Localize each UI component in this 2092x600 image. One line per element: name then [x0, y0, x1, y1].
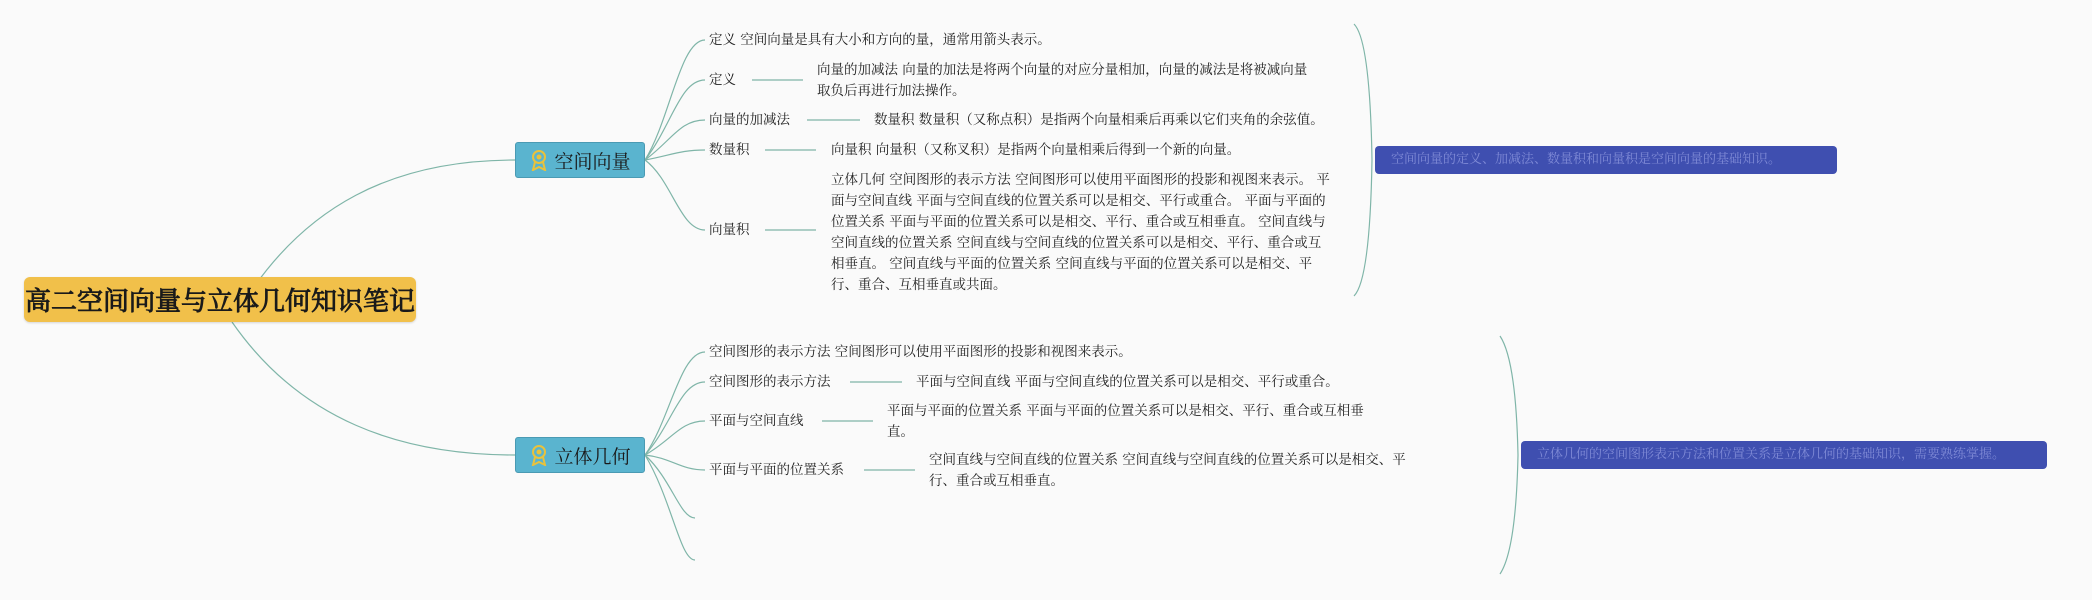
list-item-detail[interactable]: 空间直线与空间直线的位置关系 空间直线与空间直线的位置关系可以是相交、平行、重合或互相垂直。 [929, 452, 1406, 489]
list-item[interactable]: 空间图形的表示方法 [709, 374, 831, 390]
connector-b2-item-1 [645, 352, 705, 455]
connector-b1-item-5 [645, 160, 705, 230]
connector-root-branch-2 [232, 322, 515, 455]
summary-box[interactable]: 空间向量的定义、加减法、数量积和向量积是空间向量的基础知识。 [1375, 146, 1837, 174]
connector-b2-item-2 [645, 382, 705, 455]
list-item[interactable]: 平面与平面的位置关系 [709, 462, 844, 478]
connector-b1-item-1 [645, 40, 705, 160]
list-item[interactable]: 定义 [709, 72, 736, 88]
summary-box[interactable]: 立体几何的空间图形表示方法和位置关系是立体几何的基础知识，需要熟练掌握。 [1521, 441, 2047, 469]
connector-b2-item-3 [645, 421, 705, 455]
list-item-detail[interactable]: 向量积 向量积（又称叉积）是指两个向量相乘后得到一个新的向量。 [831, 142, 1241, 158]
list-item-detail[interactable]: 数量积 数量积（又称点积）是指两个向量相乘后再乘以它们夹角的余弦值。 [874, 112, 1324, 128]
connector-b2-item-4 [645, 455, 705, 470]
summary-bracket-2 [1500, 336, 1518, 574]
list-item[interactable]: 向量的加减法 [709, 112, 790, 128]
list-item[interactable]: 定义 空间向量是具有大小和方向的量，通常用箭头表示。 [709, 32, 1051, 48]
award-ribbon-icon [529, 444, 549, 466]
connector-b2-item-5 [645, 455, 695, 518]
list-item-detail[interactable]: 平面与空间直线 平面与空间直线的位置关系可以是相交、平行或重合。 [916, 374, 1339, 390]
summary-bracket-1 [1354, 24, 1372, 296]
connector-b1-item-4 [645, 150, 705, 160]
root-topic-title: 高二空间向量与立体几何知识笔记 [24, 287, 415, 317]
root-topic[interactable] [24, 277, 416, 322]
connector-b1-item-3 [645, 120, 705, 160]
connector-b1-item-2 [645, 80, 705, 160]
list-item[interactable]: 数量积 [709, 142, 750, 158]
branch-topic-solid-geometry[interactable] [515, 437, 645, 473]
list-item[interactable]: 空间图形的表示方法 空间图形可以使用平面图形的投影和视图来表示。 [709, 344, 1132, 360]
list-item[interactable]: 平面与空间直线 [709, 413, 804, 429]
list-item[interactable]: 向量积 [709, 222, 750, 238]
branch-topic-space-vector[interactable] [515, 142, 645, 178]
branch-title: 立体几何 [554, 445, 631, 468]
list-item-detail[interactable]: 向量的加减法 向量的加法是将两个向量的对应分量相加，向量的减法是将被减向量取负后再进行加法操作。 [817, 62, 1308, 99]
branch-title: 空间向量 [554, 150, 631, 173]
award-ribbon-icon [529, 149, 549, 171]
list-item-detail[interactable]: 立体几何 空间图形的表示方法 空间图形可以使用平面图形的投影和视图来表示。 平面与空间直线 平面与空间直线的位置关系可以是相交、平行或重合。 平面与平面的位置关系 平面与平面的位置关系可以是相交、平行、重合或互相垂直。 空间直线与空间直线的位置关系 空间直线与空间直线的位置关系可以是相交、平行、重合或互相垂直。 空间直线与平面的位置关系 空间直线与平面的位置关系可以是相交、平行、重合、互相垂直或共面。 [831, 172, 1330, 293]
list-item-detail[interactable]: 平面与平面的位置关系 平面与平面的位置关系可以是相交、平行、重合或互相垂直。 [887, 403, 1364, 440]
connector-b2-item-6 [645, 455, 695, 560]
